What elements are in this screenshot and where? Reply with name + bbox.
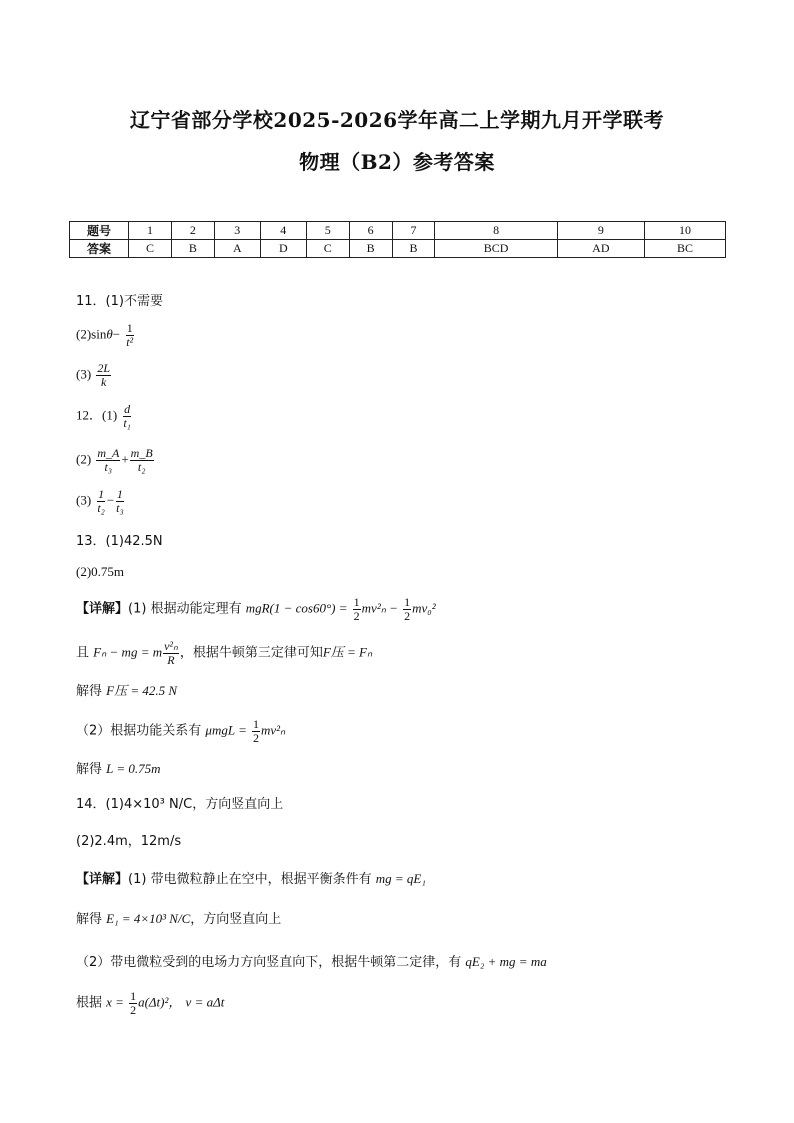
table-cell: 6 — [349, 222, 392, 240]
fraction — [96, 488, 106, 514]
table-cell: BC — [644, 240, 725, 258]
equation: qE₂ + mg = ma — [465, 954, 547, 969]
equation: mv²ₙ — [261, 722, 286, 738]
table-cell: 1 — [129, 222, 172, 240]
fraction — [252, 718, 260, 744]
fraction — [122, 403, 132, 429]
detail-text: 且 — [76, 645, 90, 661]
equation: mgR(1 − cos60°) = — [245, 600, 348, 616]
table-cell: C — [306, 240, 349, 258]
answer-text: − — [106, 492, 115, 508]
fraction — [129, 990, 137, 1016]
q14-detail-3 — [76, 955, 547, 969]
fraction-numerator: 1 — [253, 717, 259, 731]
table-cell: 10 — [644, 222, 725, 240]
q13-detail-5 — [76, 762, 161, 776]
fraction-denominator: t₃ — [116, 500, 124, 515]
page-title: 辽宁省部分学校2025-2026学年高二上学期九月开学联考 — [129, 108, 665, 132]
detail-text: （2）根据功能关系有 — [76, 723, 202, 739]
q13-answer-1: 13．(1)42.5N — [76, 534, 163, 549]
equation: F压 = 42.5 N — [106, 683, 178, 698]
fraction — [125, 322, 134, 348]
detail-text: 根据 — [76, 995, 103, 1011]
fraction — [403, 596, 411, 622]
equation: L = 0.75m — [106, 761, 161, 776]
q11-answer-1: 11．(1)不需要 — [76, 294, 163, 309]
q11-answer-3 — [76, 362, 112, 388]
q14-detail-2 — [76, 912, 281, 926]
equation: a(Δt)²， — [138, 994, 182, 1010]
fraction-denominator: 2 — [253, 730, 259, 745]
fraction — [96, 447, 120, 473]
answer-text: θ — [106, 326, 113, 342]
fraction-numerator: d — [124, 402, 131, 416]
answer-text: (3) — [76, 366, 92, 382]
q14-answer-2: (2)2.4m，12m/s — [76, 834, 182, 849]
table-cell: 2 — [171, 222, 214, 240]
answer-text: (3) — [76, 492, 92, 508]
table-cell: B — [392, 240, 435, 258]
fraction-numerator: 1 — [98, 487, 105, 501]
detail-tag: 【详解】 — [76, 601, 129, 617]
table-cell: BCD — [435, 240, 557, 258]
fraction-denominator: t₂ — [97, 500, 105, 515]
q13-detail-1 — [76, 596, 436, 622]
table-cell: B — [349, 240, 392, 258]
answer-text: − — [112, 326, 121, 342]
fraction-numerator: m_A — [97, 446, 120, 460]
detail-text: ，根据牛顿第三定律可知 — [179, 645, 323, 661]
fraction-denominator: t₂ — [137, 459, 146, 474]
equation: E₁ = 4×10³ N/C — [106, 911, 191, 926]
q13-answer-2: (2)0.75m — [76, 564, 125, 579]
detail-text: (1) 根据动能定理有 — [128, 601, 242, 617]
fraction-numerator: 1 — [116, 487, 123, 501]
fraction — [115, 488, 125, 514]
fraction — [353, 596, 361, 622]
q13-detail-4 — [76, 718, 285, 744]
detail-text: 解得 — [76, 762, 103, 777]
table-header-cell: 题号 — [70, 222, 129, 240]
fraction-denominator: 2 — [130, 1002, 137, 1017]
fraction-denominator: 2 — [404, 608, 411, 623]
answer-text: (2) — [76, 451, 92, 467]
answer-text: (2)sin — [76, 326, 107, 342]
q13-detail-3 — [76, 684, 177, 698]
table-header-cell: 答案 — [70, 240, 129, 258]
detail-text: 解得 — [76, 684, 103, 699]
table-cell: B — [171, 240, 214, 258]
fraction-numerator: 1 — [130, 989, 137, 1003]
table-cell: A — [214, 240, 260, 258]
detail-text: 解得 — [76, 912, 103, 927]
table-cell: 7 — [392, 222, 435, 240]
q11-answer-2 — [76, 322, 135, 348]
q14-answer-1: 14．(1)4×10³ N/C，方向竖直向上 — [76, 797, 284, 812]
fraction-numerator: 1 — [404, 595, 411, 609]
fraction-denominator: t₁ — [123, 415, 131, 430]
page-subtitle: 物理（B2）参考答案 — [299, 150, 495, 174]
fraction-numerator: v²ₙ — [164, 639, 178, 653]
fraction — [130, 447, 154, 473]
table-cell: AD — [557, 240, 644, 258]
equation: Fₙ − mg = m — [93, 644, 163, 660]
table-cell: 9 — [557, 222, 644, 240]
fraction-denominator: t₃ — [104, 459, 113, 474]
answer-text: 12．(1) — [76, 407, 118, 423]
answer-table — [69, 221, 726, 258]
equation: mv₀² — [412, 600, 436, 616]
equation: mg = qE₁ — [375, 871, 426, 886]
q12-answer-3 — [76, 488, 126, 514]
q12-answer-2 — [76, 447, 155, 473]
table-row-numbers — [70, 222, 726, 240]
fraction-numerator: 2L — [97, 361, 110, 375]
detail-text: （2）带电微粒受到的电场力方向竖直向下，根据牛顿第二定律，有 — [76, 955, 462, 970]
q13-detail-2 — [76, 640, 372, 666]
q14-detail-1 — [76, 872, 426, 886]
equation: x = — [106, 994, 124, 1010]
table-cell: 3 — [214, 222, 260, 240]
fraction — [96, 362, 111, 388]
fraction-denominator: k — [100, 374, 107, 389]
table-cell: C — [129, 240, 172, 258]
detail-tag: 【详解】 — [76, 872, 129, 887]
detail-text: (1) 带电微粒静止在空中，根据平衡条件有 — [128, 872, 372, 887]
equation: μmgL = — [205, 722, 247, 738]
q14-detail-4 — [76, 990, 224, 1016]
detail-text: ，方向竖直向上 — [190, 912, 282, 927]
table-cell: 5 — [306, 222, 349, 240]
fraction-numerator: 1 — [353, 595, 360, 609]
q12-answer-1 — [76, 403, 133, 429]
equation: v = aΔt — [185, 994, 225, 1010]
equation: F压 = Fₙ — [322, 644, 373, 660]
table-cell: 8 — [435, 222, 557, 240]
fraction-denominator: R — [167, 652, 175, 667]
equation: mv²ₙ − — [361, 600, 398, 616]
fraction-numerator: m_B — [130, 446, 153, 460]
table-cell: 4 — [260, 222, 306, 240]
answer-text: + — [121, 451, 129, 467]
table-cell: D — [260, 240, 306, 258]
fraction-numerator: 1 — [126, 321, 133, 335]
table-row-answers — [70, 240, 726, 258]
fraction-denominator: 2 — [353, 608, 360, 623]
fraction — [163, 640, 179, 666]
fraction-denominator: t² — [126, 334, 134, 349]
